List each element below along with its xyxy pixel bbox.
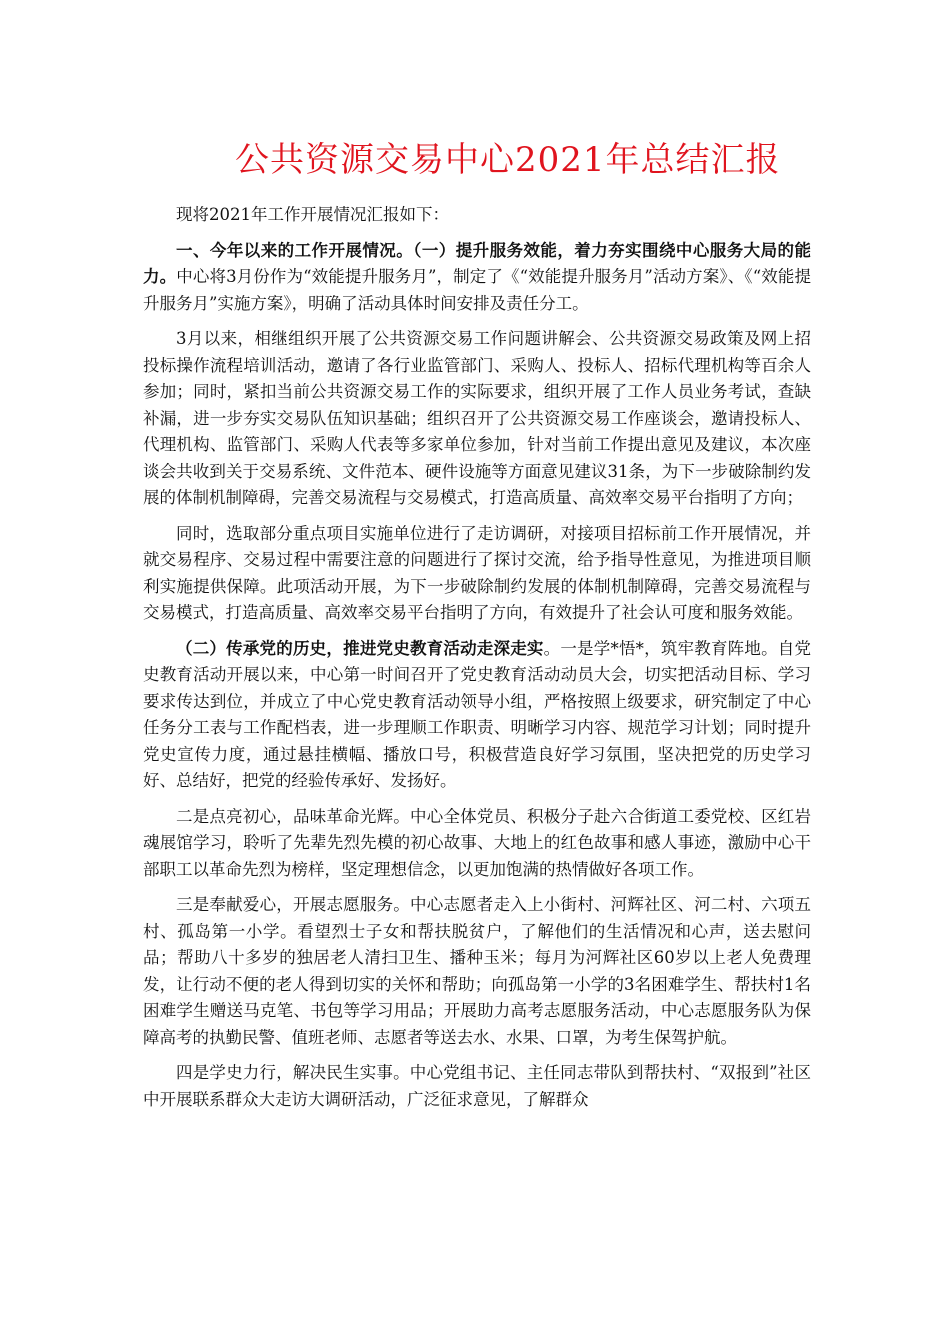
document-page (143, 130, 811, 1122)
paragraph-text: 三是奉献爱心，开展志愿服务。中心志愿者走入上小街村、河辉社区、河二村、六项五村、孤岛第一小学。看望烈士子女和帮扶脱贫户，了解他们的生活情况和心声，送去慰问品；帮助八十多岁的独居老人清扫卫生、播种玉米；每月为河辉社区60岁以上老人免费理发，让行动不便的老人得到切实的关怀和帮助；向孤岛第一小学的3名困难学生、帮扶村1名困难学生赠送马克笔、书包等学习用品；开展助力高考志愿服务活动，中心志愿服务队为保障高考的执勤民警、值班老师、志愿者等送去水、水果、口罩，为考生保驾护航。 (143, 895, 811, 1047)
section-heading: （二）传承党的历史，推进党史教育活动走深走实 (176, 638, 544, 658)
field-research-paragraph (143, 521, 811, 627)
point-four-paragraph (143, 1060, 811, 1113)
document-title: 公共资源交易中心2021年总结汇报 (235, 140, 781, 180)
paragraph-text: 同时，选取部分重点项目实施单位进行了走访调研，对接项目招标前工作开展情况，并就交易程序、交易过程中需要注意的问题进行了探讨交流，给予指导性意见，为推进项目顺利实施提供保障。此项活动开展，为下一步破除制约发展的体制机制障碍，完善交易流程与交易模式，打造高质量、高效率交易平台指明了方向，有效提升了社会认可度和服务效能。 (143, 523, 811, 622)
paragraph-text: 中心将3月份作为“效能提升服务月”，制定了《“效能提升服务月”活动方案》、《“效能提升服务月”实施方案》，明确了活动具体时间安排及责任分工。 (143, 267, 811, 313)
point-three-paragraph (143, 892, 811, 1051)
section-two-paragraph (143, 636, 811, 795)
march-activities-paragraph (143, 326, 811, 512)
point-two-paragraph (143, 804, 811, 884)
section-one-paragraph (143, 238, 811, 318)
paragraph-text: 3月以来，相继组织开展了公共资源交易工作问题讲解会、公共资源交易政策及网上招投标操作流程培训活动，邀请了各行业监管部门、采购人、投标人、招标代理机构等百余人参加；同时，紧扣当前公共资源交易工作的实际要求，组织开展了工作人员业务考试，查缺补漏，进一步夯实交易队伍知识基础；组织召开了公共资源交易工作座谈会，邀请投标人、代理机构、监管部门、采购人代表等多家单位参加，针对当前工作提出意见及建议，本次座谈会共收到关于交易系统、文件范本、硬件设施等方面意见建议31条，为下一步破除制约发展的体制机制障碍，完善交易流程与交易模式，打造高质量、高效率交易平台指明了方向； (143, 329, 811, 507)
paragraph-text: 四是学史力行，解决民生实事。中心党组书记、主任同志带队到帮扶村、“双报到”社区中开展联系群众大走访大调研活动，广泛征求意见，了解群众 (143, 1063, 811, 1109)
paragraph-text: 现将2021年工作开展情况汇报如下： (176, 205, 449, 224)
section-heading: 一、今年以来的工作开展情况。（一）提升服务效能，着力夯实围绕中心服务大局的能力。 (143, 240, 811, 286)
paragraph-text: 。一是学*悟*，筑牢教育阵地。自党史教育活动开展以来，中心第一时间召开了党史教育活动动员大会，切实把活动目标、学习要求传达到位，并成立了中心党史教育活动领导小组，严格按照上级要求，研究制定了中心任务分工表与工作配档表，进一步理顺工作职责、明晰学习内容、规范学习计划；同时提升党史宣传力度，通过悬挂横幅、播放口号，积极营造良好学习氛围，坚决把党的历史学习好、总结好，把党的经验传承好、发扬好。 (143, 638, 812, 790)
paragraph-text: 二是点亮初心，品味革命光辉。中心全体党员、积极分子赴六合街道工委党校、区红岩魂展馆学习，聆听了先辈先烈先模的初心故事、大地上的红色故事和感人事迹，激励中心干部职工以革命先烈为榜样，坚定理想信念，以更加饱满的热情做好各项工作。 (143, 806, 811, 879)
intro-paragraph (143, 202, 811, 229)
